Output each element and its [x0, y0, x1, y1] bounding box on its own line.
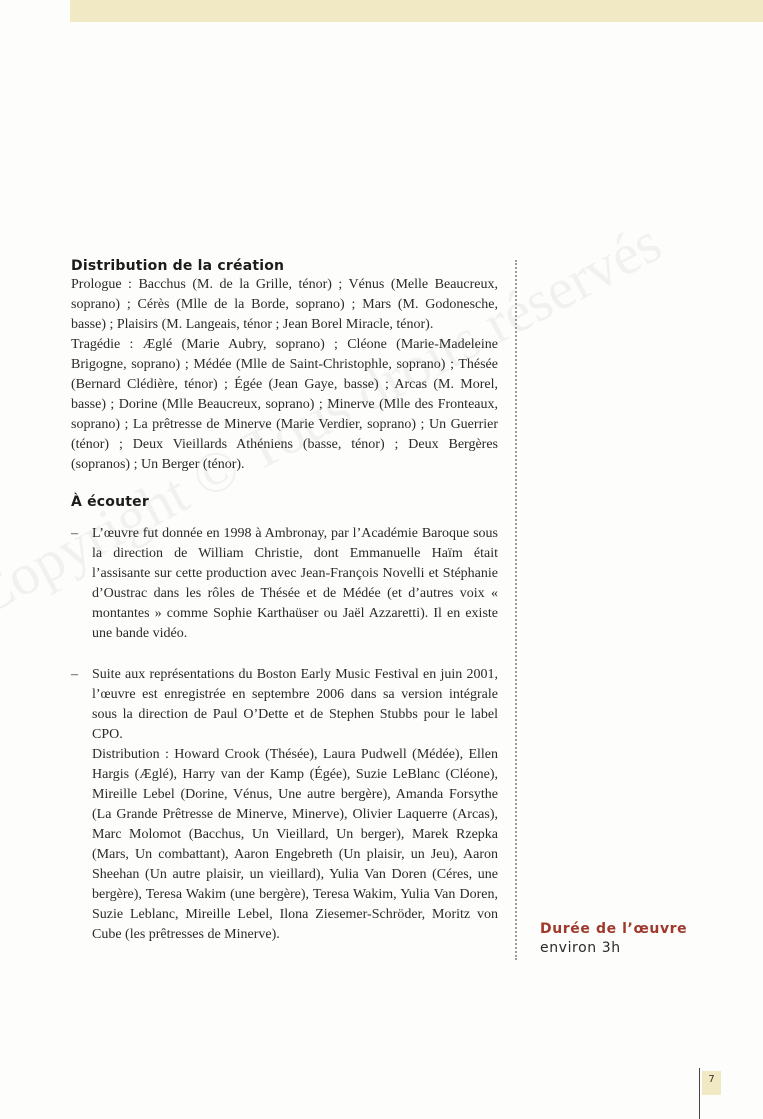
- dash-bullet: –: [71, 526, 78, 541]
- recording-boston-cast: Distribution : Howard Crook (Thésée), Laura Pudwell (Médée), Ellen Hargis (Æglé), Harry van der Kamp (Égée), Suzie LeBlanc (Cléone), Mireille Lebel (Dorine, Vénus, Une autre bergère), Amanda Forsythe (La Grande Prêtresse de Minerve, Minerve), Olivier Laquerre (Arcas), Marc Molomot (Bacchus, Un Vieillard, Un berger), Marek Rzepka (Mars, Un combattant), Aaron Engebreth (Un plaisir, un Jeu), Aaron Sheehan (Un autre plaisir, un vieillard), Yulia Van Doren (Céres, une bergère), Teresa Wakim (une bergère), Teresa Wakim, Yulia Van Doren, Suzie Leblanc, Mireille Lebel, Ilona Ziesemer-Schröder, Moritz von Cube (les prêtresses de Minerve).: [92, 747, 498, 942]
- distribution-heading: Distribution de la création: [71, 258, 285, 274]
- recording-boston-text: Suite aux représentations du Boston Early Music Festival en juin 2001, l’œuvre est enregistrée en septembre 2006 dans sa version intégrale sous la direction de Paul O’Dette et de Stephen Stubbs pour le label CPO.: [92, 667, 498, 742]
- list-item: [71, 665, 498, 945]
- page-number: 7: [702, 1071, 721, 1095]
- ecouter-heading: À écouter: [71, 494, 149, 510]
- recording-ambronay-text: L’œuvre fut donnée en 1998 à Ambronay, par l’Académie Baroque sous la direction de William Christie, dont Emmanuelle Haïm était l’assisante sur cette production avec Jean-François Novelli et Stéphanie d’Oustrac dans les rôles de Thésée et de Médée (et d’autres voix « montantes » comme Sophie Karthaüser ou Jaël Azzaretti). Il en existe une bande vidéo.: [92, 526, 498, 641]
- duration-label: Durée de l’œuvre: [540, 921, 688, 937]
- distribution-prologue: Prologue : Bacchus (M. de la Grille, ténor) ; Vénus (Melle Beaucreux, soprano) ; Cérès (Mlle de la Borde, soprano) ; Mars (M. Godonesche, basse) ; Plaisirs (M. Langeais, ténor ; Jean Borel Miracle, ténor).: [71, 277, 498, 332]
- dash-bullet: –: [71, 667, 78, 682]
- main-column: [71, 258, 498, 945]
- top-color-band: [70, 0, 763, 22]
- list-item: [71, 524, 498, 644]
- distribution-tragedie: Tragédie : Æglé (Marie Aubry, soprano) ; Cléone (Marie-Madeleine Brigogne, soprano) ; Médée (Mlle de Saint-Christophle, soprano) ; Thésée (Bernard Clédière, ténor) ; Égée (Jean Gaye, basse) ; Arcas (M. Morel, basse) ; Dorine (Mlle Beaucreux, soprano) ; Minerve (Mlle des Fronteaux, soprano) ; La prêtresse de Minerve (Marie Verdier, soprano) ; Un Guerrier (ténor) ; Deux Vieillards Athéniens (basse, ténor) ; Deux Bergères (sopranos) ; Un Berger (ténor).: [71, 337, 498, 472]
- page-number-rule: [699, 1068, 700, 1119]
- dotted-column-divider: [515, 260, 517, 960]
- recordings-list: [71, 524, 498, 945]
- duration-value: environ 3h: [540, 940, 621, 956]
